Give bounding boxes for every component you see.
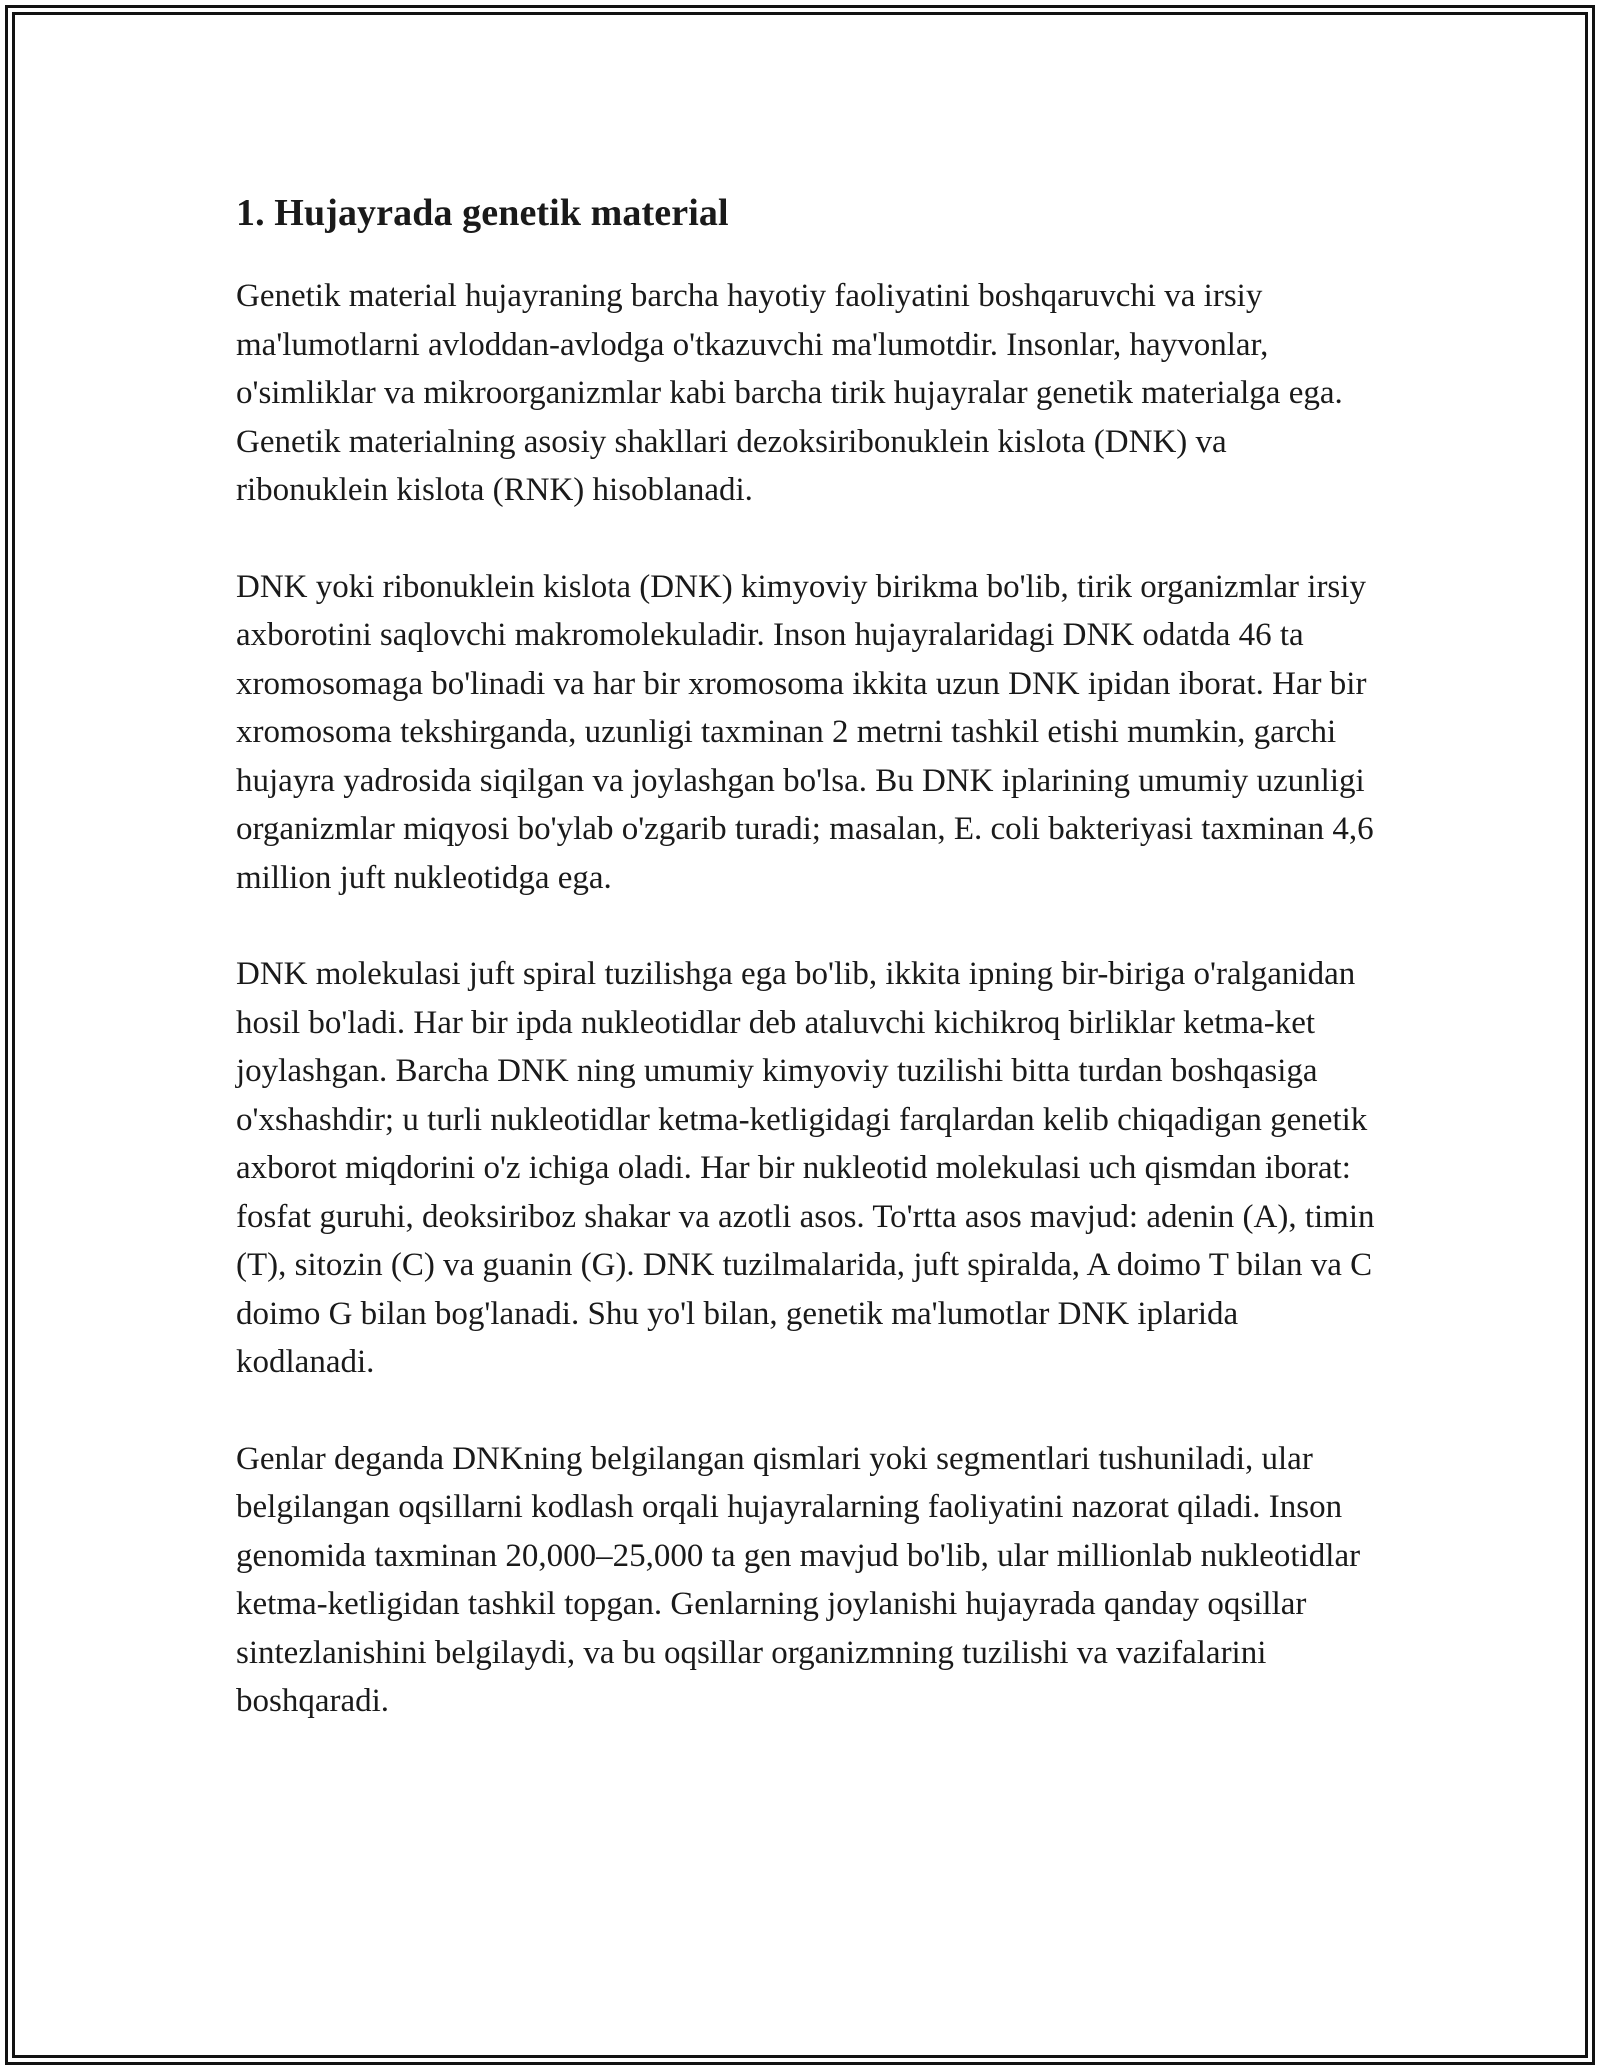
paragraph-dna-structure: DNK molekulasi juft spiral tuzilishga ega bo'lib, ikkita ipning bir-biriga o'ralganidan hosil bo'ladi. Har bir ipda nukleotidlar deb ataluvchi kichikroq birliklar ketma-ket joylashgan. Barcha DNK ning umumiy kimyoviy tuzilishi bitta turdan boshqasiga o'xshashdir; u turli nukleotidlar ketma-ketligidagi farqlardan kelib chiqadigan genetik axborot miqdorini o'z ichiga oladi. Har bir nukleotid molekulasi uch qismdan iborat: fosfat guruhi, deoksiriboz shakar va azotli asos. To'rtta asos mavjud: adenin (A), timin (T), sitozin (C) va guanin (G). DNK tuzilmalarida, juft spiralda, A doimo T bilan va C doimo G bilan bog'lanadi. Shu yo'l bilan, genetik ma'lumotlar DNK iplarida kodlanadi. — [236, 956, 1375, 1380]
document-body — [236, 188, 1376, 1774]
paragraph-genes: Genlar deganda DNKning belgilangan qismlari yoki segmentlari tushuniladi, ular belgilangan oqsillarni kodlash orqali hujayralarning faoliyatini nazorat qiladi. Inson genomida taxminan 20,000–25,000 ta gen mavjud bo'lib, ular millionlab nukleotidlar ketma-ketligidan tashkil topgan. Genlarning joylanishi hujayrada qanday oqsillar sintezlanishini belgilaydi, va bu oqsillar organizmning tuzilishi va vazifalarini boshqaradi. — [236, 1440, 1361, 1719]
paragraph-genetic-material-intro: Genetik material hujayraning barcha hayotiy faoliyatini boshqaruvchi va irsiy ma'lumotlarni avloddan-avlodga o'tkazuvchi ma'lumotdir. Insonlar, hayvonlar, o'simliklar va mikroorganizmlar kabi barcha tirik hujayralar genetik materialga ega. Genetik materialning asosiy shakllari dezoksiribonuklein kislota (DNK) va ribonuklein kislota (RNK) hisoblanadi. — [236, 278, 1343, 508]
section-heading: 1. Hujayrada genetik material — [236, 192, 729, 234]
paragraph-dna-chromosomes: DNK yoki ribonuklein kislota (DNK) kimyoviy birikma bo'lib, tirik organizmlar irsiy axborotini saqlovchi makromolekuladir. Inson hujayralaridagi DNK odatda 46 ta xromosomaga bo'linadi va har bir xromosoma ikkita uzun DNK ipidan iborat. Har bir xromosoma tekshirganda, uzunligi taxminan 2 metrni tashkil etishi mumkin, garchi hujayra yadrosida siqilgan va joylashgan bo'lsa. Bu DNK iplarining umumiy uzunligi organizmlar miqyosi bo'ylab o'zgarib turadi; masalan, E. coli bakteriyasi taxminan 4,6 million juft nukleotidga ega. — [236, 568, 1374, 896]
